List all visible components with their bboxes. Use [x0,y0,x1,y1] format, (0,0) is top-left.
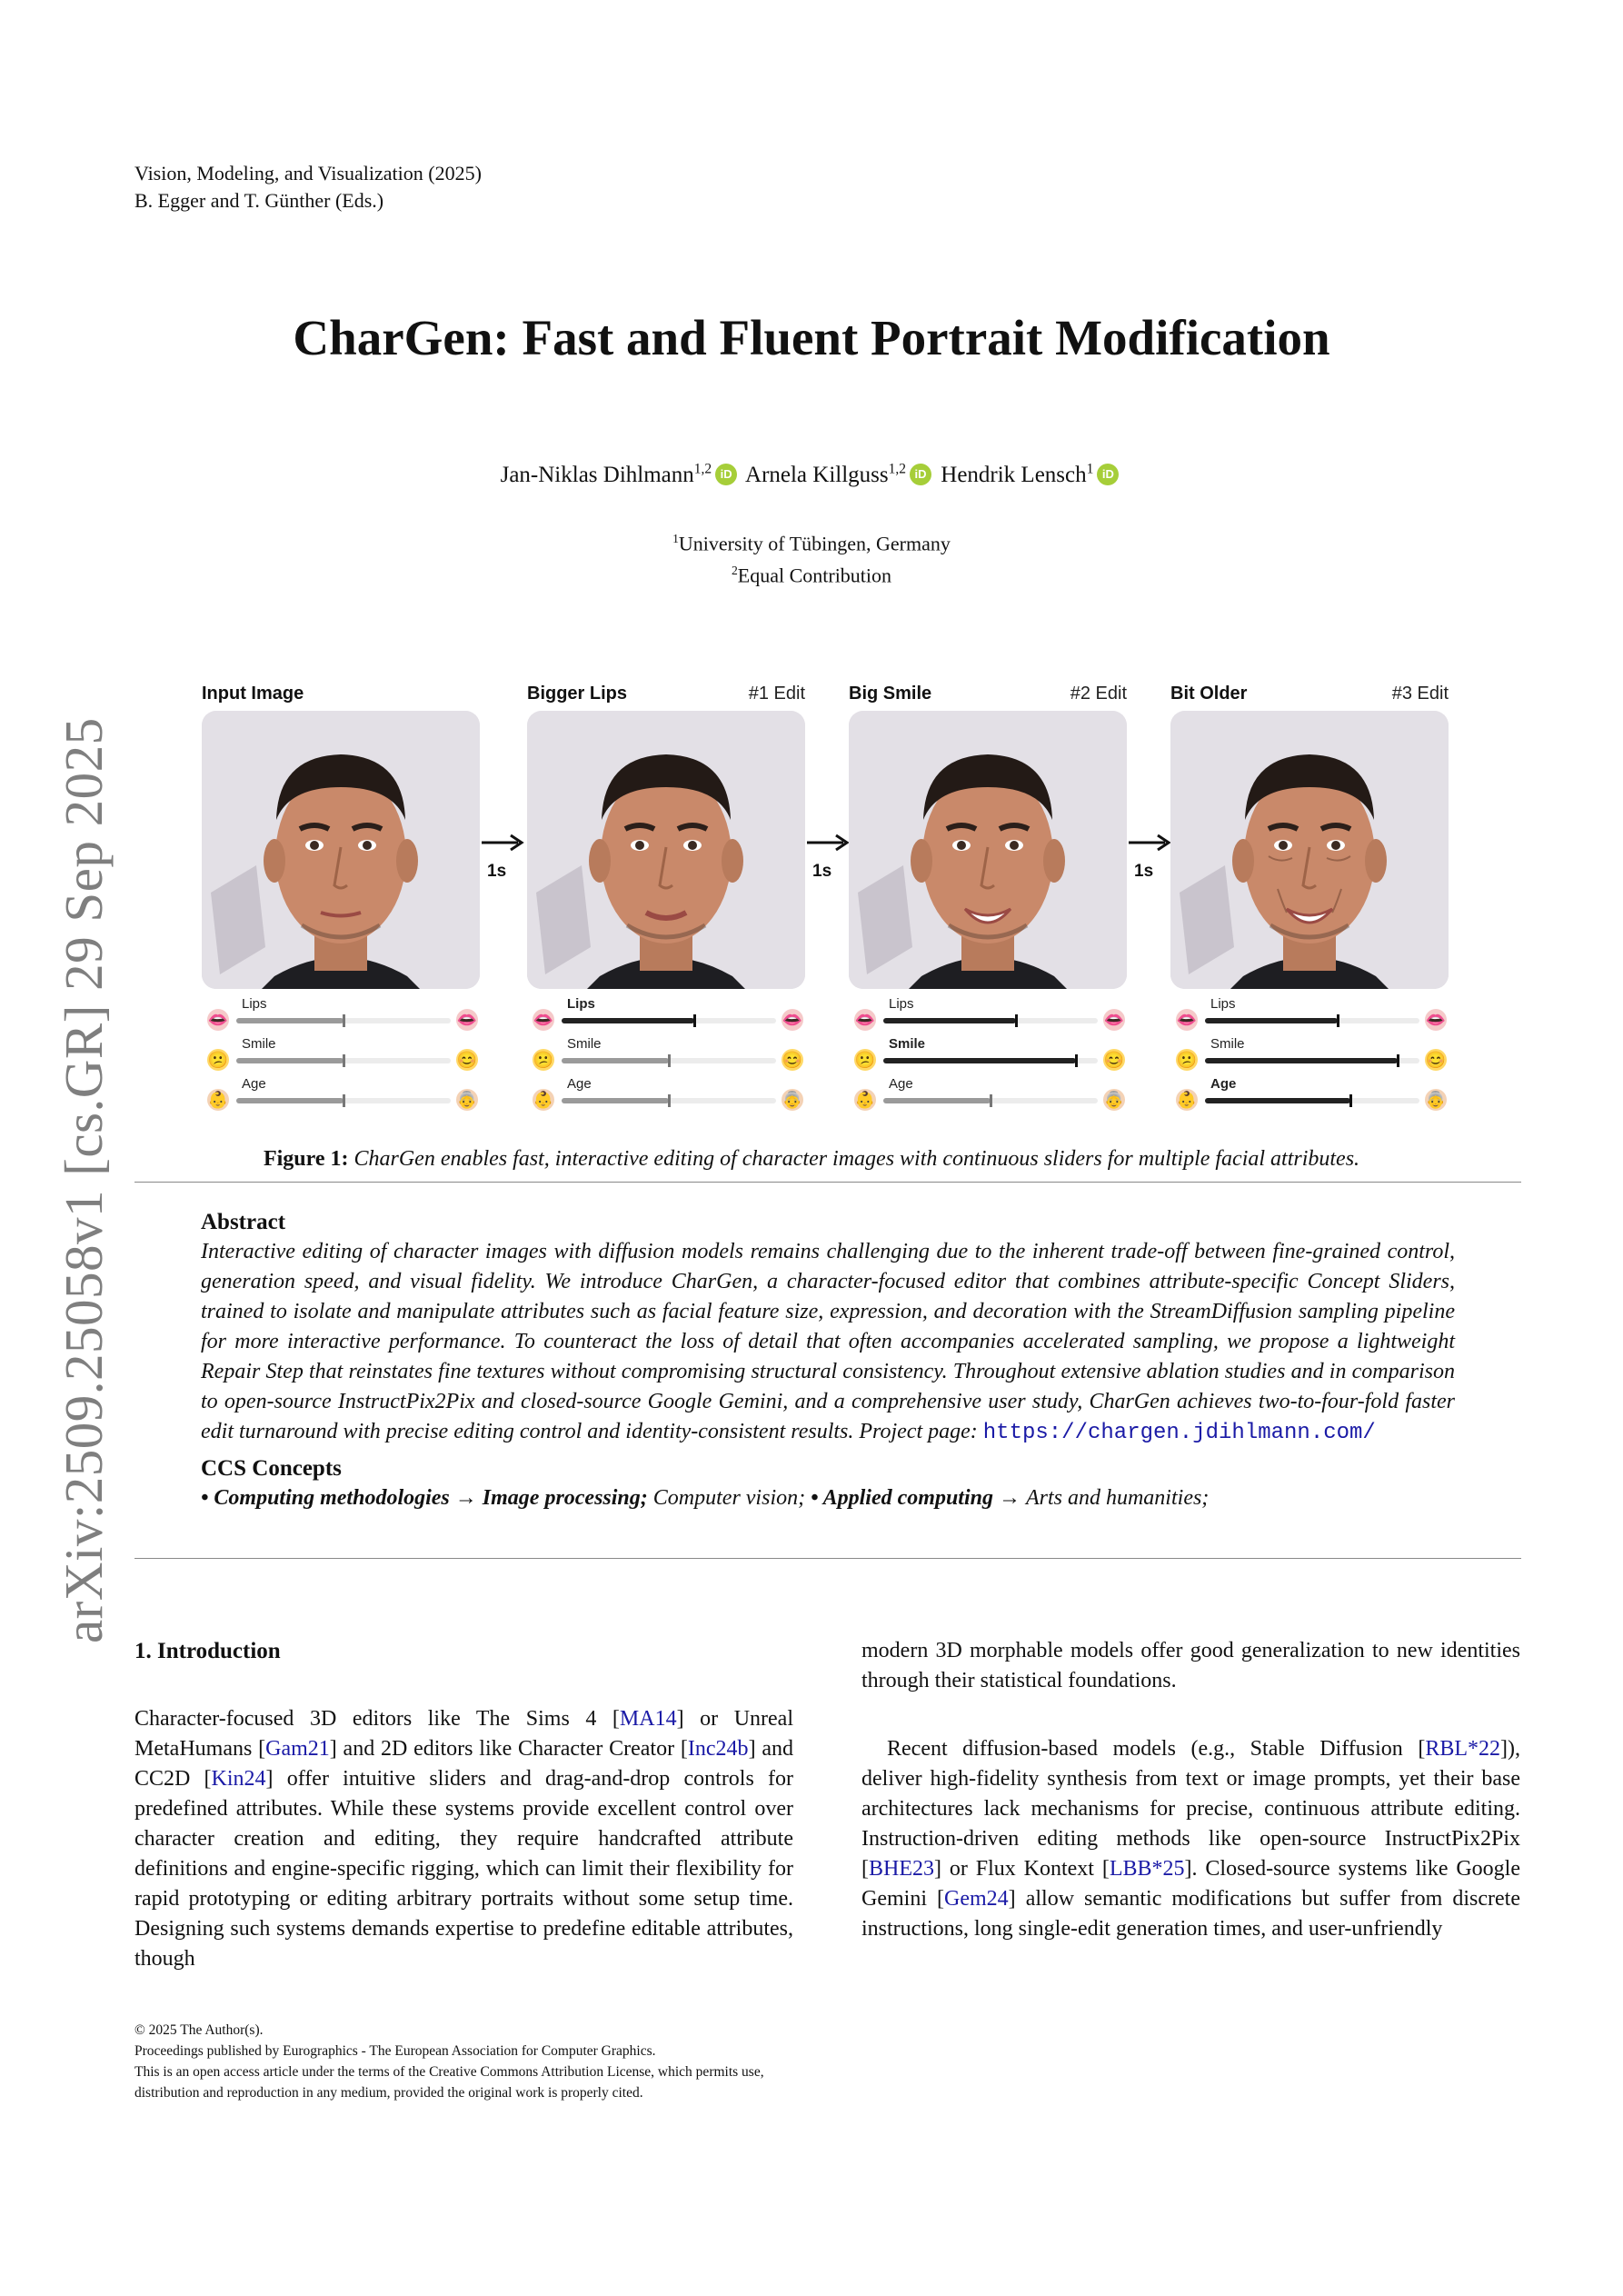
orcid-icon[interactable]: iD [910,464,931,485]
slider-track[interactable] [883,1018,1098,1023]
panel-title: Input Image [202,684,304,704]
section-heading-introduction: 1. Introduction [134,1639,281,1663]
slider-max-icon: 👵 [456,1091,478,1109]
caption-label: Figure 1: [263,1147,349,1171]
arrow-right-icon [482,829,525,856]
citation-link[interactable]: Gam21 [265,1737,330,1761]
slider-handle[interactable] [343,1094,345,1107]
intro-paragraph-3: Recent diffusion-based models (e.g., Stable Diffusion [RBL*22]), deliver high-fidelity synthesis from text or image prompts, yet their base architectures lack mechanisms for precise, continuous attribute editing. Instruction-driven editing methods like open-source InstructPix2Pix [BHE23] or Flux Kontext [LBB*25]. Closed-source systems like Google Gemini [Gem24] allow semantic modifications but suffer from discrete instructions, long single-edit generation times, and user-unfriendly [861,1737,1520,1941]
slider-fill [883,1018,1016,1023]
slider-max-icon: 😊 [1103,1051,1125,1069]
author-list [0,462,1623,488]
citation-link[interactable]: MA14 [619,1707,677,1731]
slider-fill [1205,1098,1350,1103]
slider-min-icon: 👄 [1176,1011,1198,1029]
slider-min-icon: 😕 [1176,1051,1198,1069]
edit-number: #2 Edit [1070,684,1127,704]
slider-label: Lips [242,996,267,1012]
slider-label: Lips [567,996,595,1012]
panel-header [202,680,480,707]
slider-min-icon: 😕 [533,1051,554,1069]
ccs-concepts: • Computing methodologies → Image processing; Computer vision; • Applied computing → Arts and humanities; [201,1486,1210,1510]
portrait-image [1170,711,1449,989]
paper-title: CharGen: Fast and Fluent Portrait Modification [293,310,1330,365]
slider-min-icon: 👄 [854,1011,876,1029]
time-label: 1s [487,862,507,881]
slider-fill [883,1098,991,1103]
citation-link[interactable]: Gem24 [944,1887,1009,1911]
slider-max-icon: 😊 [456,1051,478,1069]
slider-max-icon: 😊 [1425,1051,1447,1069]
slider-min-icon: 👶 [854,1091,876,1109]
slider-track[interactable] [562,1098,776,1103]
panel-header [849,680,1127,707]
project-page-link[interactable]: https://chargen.jdihlmann.com/ [982,1421,1376,1445]
footer-license: This is an open access article under the terms of the Creative Commons Attribution License, which permits use, distribution and reproduction in any medium, provided the original work is properly cited. [134,2064,764,2101]
slider-handle[interactable] [1349,1094,1352,1107]
arrow-right-icon [1129,829,1172,856]
edit-number: #1 Edit [748,684,805,704]
caption-text: CharGen enables fast, interactive editing of character images with continuous sliders for multiple facial attributes. [353,1147,1360,1171]
slider-label: Lips [1210,996,1236,1012]
edit-number: #3 Edit [1391,684,1449,704]
panel-header [1170,680,1449,707]
abstract-section [201,1207,1455,1513]
slider-fill [1205,1018,1338,1023]
slider-track[interactable] [1205,1058,1419,1063]
slider-handle[interactable] [1397,1054,1399,1067]
author-1: Jan-Niklas Dihlmann$^{1,2}$ [500,462,712,488]
abstract-text: Interactive editing of character images with diffusion models remains challenging due to the inherent trade-off between fine-grained control, generation speed, and visual fidelity. We introduce CharGen, a character-focused editor that combines attribute-specific Concept Sliders, trained to isolate and manipulate attributes such as facial feature size, expression, and decoration with the StreamDiffusion sampling pipeline for more interactive performance. To counteract the loss of detail that often accompanies accelerated sampling, we propose a lightweight Repair Step that reinstates fine textures without compromising structural consistency. Throughout extensive ablation studies and in comparison to open-source InstructPix2Pix and closed-source Google Gemini, and a comprehensive user study, CharGen achieves two-to-four-fold faster edit turnaround with precise editing control and identity-consistent results. Project page: https://chargen.jdihlmann.com/ [201,1240,1455,1445]
attribute-sliders [849,996,1127,1116]
affiliations [0,525,1623,590]
slider-min-icon: 👶 [1176,1091,1198,1109]
divider-bottom [134,1558,1521,1559]
citation-link[interactable]: LBB*25 [1109,1857,1185,1881]
slider-max-icon: 👄 [1103,1011,1125,1029]
portrait-face [527,711,805,989]
slider-min-icon: 👄 [207,1011,229,1029]
slider-label: Lips [889,996,914,1012]
slider-min-icon: 👶 [207,1091,229,1109]
venue-info [134,160,482,215]
attribute-sliders [527,996,805,1116]
slider-max-icon: 👵 [782,1091,803,1109]
time-label: 1s [1134,862,1154,881]
intro-paragraph-2: modern 3D morphable models offer good generalization to new identities through their statistical foundations. [861,1639,1520,1692]
citation-link[interactable]: RBL*22 [1425,1737,1501,1761]
figure-panel [527,680,805,1109]
slider-handle[interactable] [1015,1014,1018,1027]
slider-label: Age [889,1076,913,1092]
divider-top [134,1182,1521,1183]
author-2: Arnela Killguss$^{1,2}$ [745,462,907,488]
slider-label: Smile [889,1036,926,1052]
slider-track[interactable] [236,1098,451,1103]
step-arrow [482,829,525,883]
slider-handle[interactable] [693,1014,696,1027]
slider-fill [562,1058,669,1063]
slider-min-icon: 😕 [207,1051,229,1069]
slider-handle[interactable] [1337,1014,1339,1027]
slider-age[interactable] [527,1076,805,1116]
slider-max-icon: 👵 [1103,1091,1125,1109]
author-3: Hendrik Lensch$^1$ [941,462,1094,488]
abstract-heading: Abstract [201,1210,286,1234]
slider-smile[interactable] [202,1036,480,1076]
slider-max-icon: 👄 [782,1011,803,1029]
affiliation-2: $^2$Equal Contribution [731,564,892,587]
slider-max-icon: 😊 [782,1051,803,1069]
step-arrow [807,829,851,883]
slider-smile[interactable] [1170,1036,1449,1076]
ccs-heading: CCS Concepts [201,1456,342,1481]
portrait-image [202,711,480,989]
slider-max-icon: 👄 [1425,1011,1447,1029]
slider-max-icon: 👵 [1425,1091,1447,1109]
slider-track[interactable] [562,1058,776,1063]
slider-fill [1205,1058,1398,1063]
figure-panel [849,680,1127,1109]
slider-lips[interactable] [1170,996,1449,1036]
left-column [134,1636,793,1974]
slider-label: Smile [1210,1036,1245,1052]
slider-label: Smile [567,1036,602,1052]
slider-track[interactable] [1205,1018,1419,1023]
slider-fill [562,1018,694,1023]
slider-fill [562,1098,669,1103]
slider-lips[interactable] [527,996,805,1036]
slider-min-icon: 👄 [533,1011,554,1029]
figure-panel [202,680,480,1109]
slider-smile[interactable] [849,1036,1127,1076]
slider-age[interactable] [849,1076,1127,1116]
time-label: 1s [812,862,832,881]
attribute-sliders [202,996,480,1116]
citation-link[interactable]: BHE23 [869,1857,934,1881]
slider-lips[interactable] [202,996,480,1036]
step-arrow [1129,829,1172,883]
portrait-face [202,711,480,989]
slider-fill [883,1058,1076,1063]
figure-panel [1170,680,1449,1109]
slider-max-icon: 👄 [456,1011,478,1029]
figure-caption [134,1147,1489,1172]
slider-handle[interactable] [990,1094,992,1107]
venue-line-2: B. Egger and T. Günther (Eds.) [134,189,384,212]
slider-fill [236,1098,344,1103]
slider-handle[interactable] [1075,1054,1078,1067]
slider-label: Age [242,1076,266,1092]
portrait-image [849,711,1127,989]
affiliation-1: $^1$University of Tübingen, Germany [672,532,951,555]
slider-label: Age [567,1076,592,1092]
panel-title: Bit Older [1170,684,1248,704]
slider-handle[interactable] [668,1094,671,1107]
slider-handle[interactable] [343,1054,345,1067]
slider-fill [236,1058,344,1063]
orcid-icon[interactable]: iD [715,464,737,485]
intro-paragraph-1: Character-focused 3D editors like The Sims 4 [MA14] or Unreal MetaHumans [Gam21] and 2D editors like Character Creator [Inc24b] and CC2D [Kin24] offer intuitive sliders and drag-and-drop controls for predefined attributes. While these systems provide excellent control over character creation and editing, they require handcrafted attribute definitions and engine-specific rigging, which can limit their flexibility for rapid prototyping or editing arbitrary portraits without some setup time. Designing such systems demands expertise to predefine editable attributes, though [134,1707,794,1971]
figure-1 [202,680,1456,1125]
panel-title: Big Smile [849,684,932,704]
slider-track[interactable] [236,1058,451,1063]
citation-link[interactable]: Inc24b [687,1737,749,1761]
slider-track[interactable] [236,1018,451,1023]
portrait-face [849,711,1127,989]
slider-track[interactable] [562,1018,776,1023]
citation-link[interactable]: Kin24 [211,1767,266,1791]
slider-smile[interactable] [527,1036,805,1076]
right-column [861,1636,1520,1944]
attribute-sliders [1170,996,1449,1116]
slider-handle[interactable] [668,1054,671,1067]
slider-min-icon: 😕 [854,1051,876,1069]
slider-track[interactable] [883,1098,1098,1103]
panel-title: Bigger Lips [527,684,628,704]
slider-min-icon: 👶 [533,1091,554,1109]
slider-age[interactable] [1170,1076,1449,1116]
slider-fill [236,1018,344,1023]
slider-handle[interactable] [343,1014,345,1027]
slider-track[interactable] [883,1058,1098,1063]
portrait-face [1170,711,1449,989]
copyright-footer [134,2020,796,2103]
slider-lips[interactable] [849,996,1127,1036]
footer-proceedings: Proceedings published by Eurographics - The European Association for Computer Graphics. [134,2043,656,2059]
footer-copyright: © 2025 The Author(s). [134,2022,264,2038]
panel-header [527,680,805,707]
slider-track[interactable] [1205,1098,1419,1103]
slider-label: Age [1210,1076,1237,1092]
slider-label: Smile [242,1036,276,1052]
venue-line-1: Vision, Modeling, and Visualization (2025) [134,162,482,185]
orcid-icon[interactable]: iD [1097,464,1119,485]
arxiv-stamp: arXiv:2509.25058v1 [cs.GR] 29 Sep 2025 [54,717,114,1643]
arrow-right-icon [807,829,851,856]
slider-age[interactable] [202,1076,480,1116]
portrait-image [527,711,805,989]
